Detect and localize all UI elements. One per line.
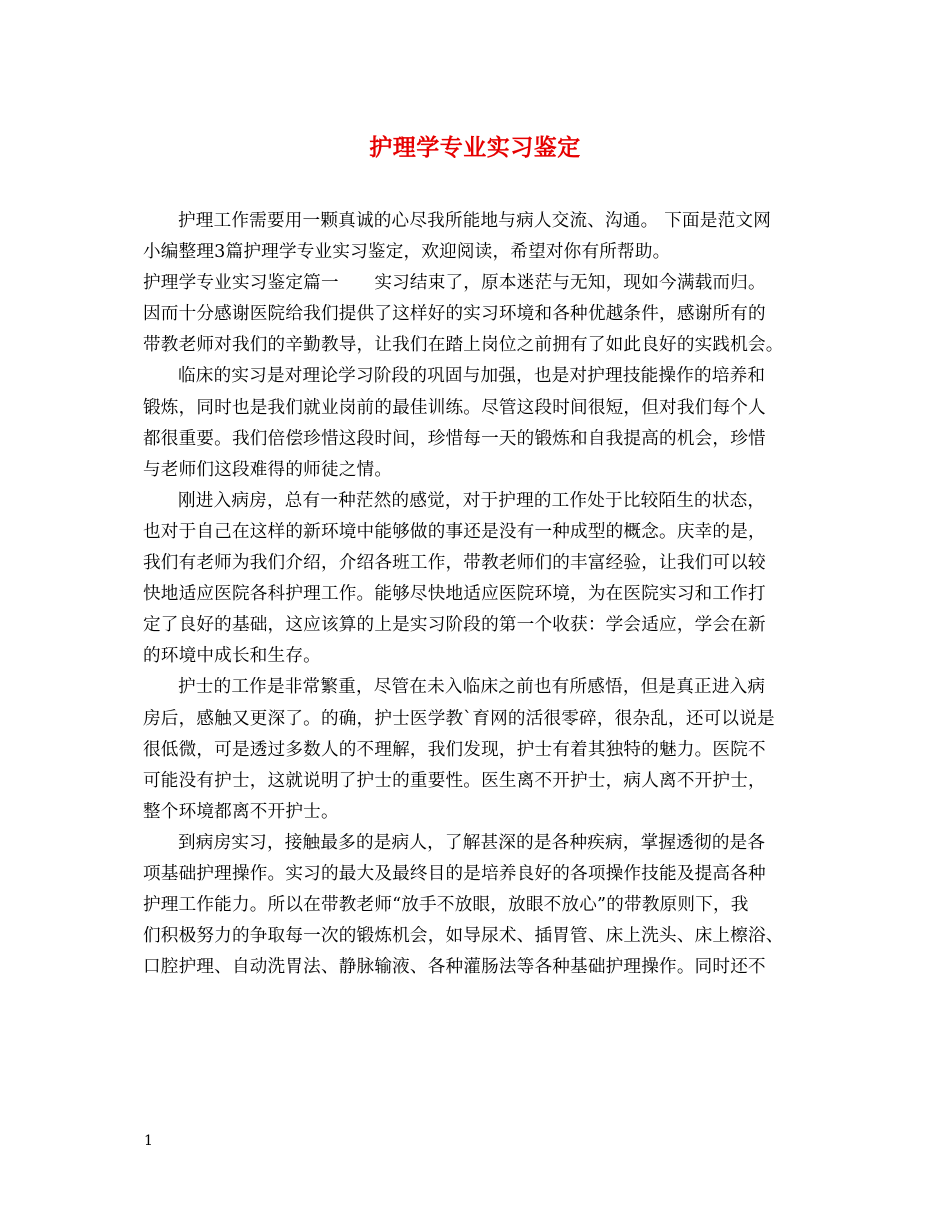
document-body — [143, 206, 825, 983]
page-number: 1 — [144, 1133, 153, 1149]
body-line: 们积极努力的争取每一次的锻炼机会，如导尿术、插胃管、床上洗头、床上檫浴、 — [143, 926, 784, 947]
body-line: 护理工作能力。所以在带教老师“放手不放眼，放眼不放心”的带教原则下，我 — [143, 895, 749, 916]
body-line: 护理工作需要用一颗真诚的心尽我所能地与病人交流、沟通。 下面是范文网 — [178, 211, 771, 231]
body-line: 与老师们这段难得的师徒之情。 — [143, 459, 393, 480]
body-line: 可能没有护士，这就说明了护士的重要性。医生离不开护士，病人离不开护士， — [143, 770, 766, 791]
body-line: 口腔护理、自动洗胃法、静脉输液、各种灌肠法等各种基础护理操作。同时还不 — [143, 957, 766, 978]
body-line: 快地适应医院各科护理工作。能够尽快地适应医院环境，为在医院实习和工作打 — [143, 584, 766, 605]
body-line: 临床的实习是对理论学习阶段的巩固与加强，也是对护理技能操作的培养和 — [178, 366, 766, 387]
body-line: 锻炼，同时也是我们就业岗前的最佳训练。尽管这段时间很短，但对我们每个人 — [143, 397, 766, 418]
body-line: 到病房实习，接触最多的是病人，了解甚深的是各种疾病，掌握透彻的是各 — [178, 832, 766, 853]
document-title: 护理学专业实习鉴定 — [369, 134, 581, 161]
body-line: 刚进入病房，总有一种茫然的感觉，对于护理的工作处于比较陌生的状态， — [178, 490, 766, 511]
body-line: 项基础护理操作。实习的最大及最终目的是培养良好的各项操作技能及提高各种 — [143, 863, 766, 884]
body-line: 也对于自己在这样的新环境中能够做的事还是没有一种成型的概念。庆幸的是， — [143, 521, 766, 542]
body-line: 护理学专业实习鉴定篇一 实习结束了，原本迷茫与无知，现如今满载而归。 — [143, 273, 766, 294]
body-line: 很低微，可是透过多数人的不理解，我们发现，护士有着其独特的魅力。医院不 — [143, 739, 766, 760]
body-line: 定了良好的基础，这应该算的上是实习阶段的第一个收获：学会适应，学会在新 — [143, 615, 766, 636]
body-line: 整个环境都离不开护士。 — [143, 801, 339, 822]
body-line: 因而十分感谢医院给我们提供了这样好的实习环境和各种优越条件，感谢所有的 — [143, 304, 766, 325]
body-line: 都很重要。我们倍偿珍惜这段时间，珍惜每一天的锻炼和自我提高的机会，珍惜 — [143, 428, 766, 449]
body-line: 房后，感触又更深了。的确，护士医学教`育网的活很零碎，很杂乱，还可以说是 — [143, 708, 775, 729]
body-line: 带教老师对我们的辛勤教导，让我们在踏上岗位之前拥有了如此良好的实践机会。 — [143, 335, 784, 356]
body-line: 的环境中成长和生存。 — [143, 646, 321, 667]
body-line: 护士的工作是非常繁重，尽管在未入临床之前也有所感悟，但是真正进入病 — [178, 677, 766, 698]
body-line: 我们有老师为我们介绍，介绍各班工作，带教老师们的丰富经验，让我们可以较 — [143, 553, 766, 574]
body-line: 小编整理3篇护理学专业实习鉴定，欢迎阅读，希望对你有所帮助。 — [143, 242, 671, 263]
